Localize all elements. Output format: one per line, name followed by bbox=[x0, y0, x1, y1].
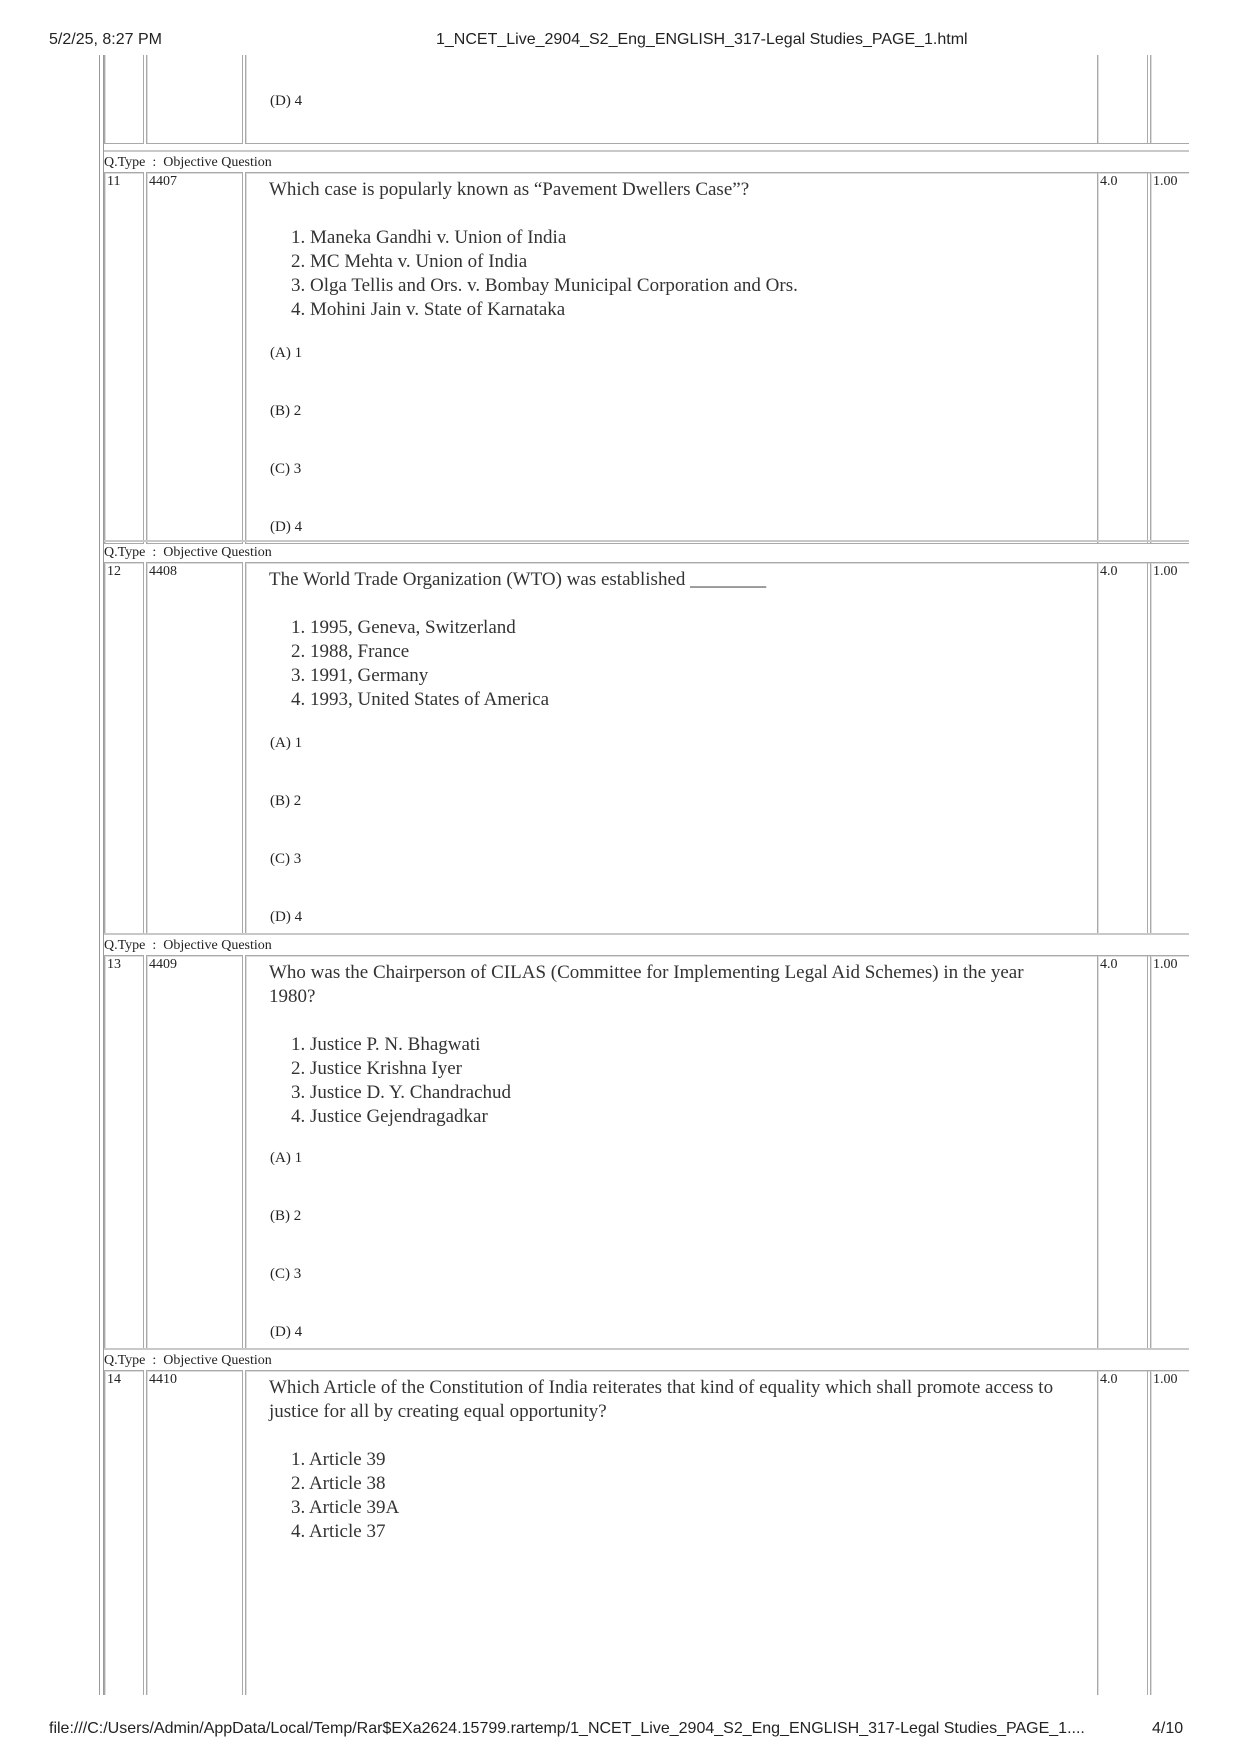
question-id: 4410 bbox=[149, 1372, 177, 1387]
option-item: 1. Justice P. N. Bhagwati bbox=[291, 1034, 481, 1055]
option-item: 3. 1991, Germany bbox=[291, 665, 429, 686]
answer-option: (B) 2 bbox=[270, 793, 302, 809]
sno-cell bbox=[104, 1370, 144, 1695]
answer-option: (D) 4 bbox=[270, 519, 303, 535]
option-item: 3. Justice D. Y. Chandrachud bbox=[291, 1082, 512, 1103]
negative-marks-cell bbox=[1150, 562, 1189, 934]
question-cell bbox=[245, 955, 1189, 1349]
negative-marks-value: 1.00 bbox=[1153, 174, 1178, 189]
negative-marks-value: 1.00 bbox=[1153, 564, 1178, 579]
answer-option: (D) 4 bbox=[270, 93, 303, 109]
option-item: 2. MC Mehta v. Union of India bbox=[291, 251, 528, 272]
option-item: 3. Article 39A bbox=[291, 1497, 400, 1518]
question-block bbox=[99, 1348, 1189, 1695]
question-text: Which case is popularly known as “Pavement Dwellers Case”? bbox=[269, 179, 750, 200]
qid-cell bbox=[146, 1370, 243, 1695]
question-block bbox=[99, 540, 1189, 970]
option-list bbox=[291, 226, 798, 322]
negative-marks-cell bbox=[1150, 955, 1189, 1349]
option-item: 4. Article 37 bbox=[291, 1521, 386, 1542]
option-list bbox=[291, 616, 549, 712]
option-item: 4. Mohini Jain v. State of Karnataka bbox=[291, 299, 566, 320]
qtype-label: Q.Type bbox=[104, 938, 146, 953]
prev-marks-cell bbox=[1097, 55, 1148, 144]
serial-number: 14 bbox=[107, 1372, 121, 1387]
answer-option: (A) 1 bbox=[270, 345, 303, 361]
marks-value: 4.0 bbox=[1100, 957, 1118, 972]
question-id: 4409 bbox=[149, 957, 177, 972]
negative-marks-cell bbox=[1150, 1370, 1189, 1695]
qtype-row bbox=[104, 933, 1189, 955]
print-datetime: 5/2/25, 8:27 PM bbox=[49, 31, 162, 48]
option-item: 3. Olga Tellis and Ors. v. Bombay Municipal Corporation and Ors. bbox=[291, 275, 798, 296]
question-text: The World Trade Organization (WTO) was established ________ bbox=[269, 569, 767, 590]
prev-qid-cell bbox=[146, 55, 243, 144]
prev-sno-cell bbox=[104, 55, 144, 144]
answer-option: (B) 2 bbox=[270, 1208, 302, 1224]
marks-cell bbox=[1097, 1370, 1148, 1695]
qtype-row bbox=[104, 540, 1189, 562]
answer-option: (C) 3 bbox=[270, 851, 302, 867]
serial-number: 11 bbox=[107, 174, 121, 189]
option-item: 2. 1988, France bbox=[291, 641, 410, 662]
serial-number: 13 bbox=[107, 957, 121, 972]
prev-question-cell bbox=[245, 55, 1189, 144]
qtype-row bbox=[104, 1348, 1189, 1370]
question-block bbox=[99, 933, 1189, 1393]
qid-cell bbox=[146, 562, 243, 934]
option-list bbox=[291, 1448, 399, 1544]
question-paper-table bbox=[99, 55, 1189, 1695]
marks-value: 4.0 bbox=[1100, 564, 1118, 579]
print-file-path: file:///C:/Users/Admin/AppData/Local/Temp/Rar$EXa2624.15799.rartemp/1_NCET_Live_2904_S2_Eng_ENGLISH_317-Legal Studies_PAGE_1.... bbox=[49, 1720, 1085, 1737]
qtype-separator: : bbox=[152, 938, 157, 953]
question-text: Which Article of the Constitution of India reiterates that kind of equality which shall promote access to justice for all by creating equal opportunity? bbox=[269, 1377, 1054, 1422]
marks-cell bbox=[1097, 172, 1148, 544]
option-item: 2. Article 38 bbox=[291, 1473, 386, 1494]
qid-cell bbox=[146, 955, 243, 1349]
sno-cell bbox=[104, 172, 144, 544]
marks-cell bbox=[1097, 955, 1148, 1349]
qtype-separator: : bbox=[152, 1353, 157, 1368]
prev-negative-cell bbox=[1150, 55, 1189, 144]
answer-option: (C) 3 bbox=[270, 461, 302, 477]
sno-cell bbox=[104, 955, 144, 1349]
question-block bbox=[99, 150, 1189, 580]
qtype-label: Q.Type bbox=[104, 155, 146, 170]
print-page-number: 4/10 bbox=[1152, 1720, 1184, 1737]
option-item: 4. 1993, United States of America bbox=[291, 689, 550, 710]
qtype-separator: : bbox=[152, 155, 157, 170]
option-item: 2. Justice Krishna Iyer bbox=[291, 1058, 462, 1079]
qtype-value: Objective Question bbox=[163, 155, 272, 170]
marks-value: 4.0 bbox=[1100, 1372, 1118, 1387]
qtype-row bbox=[104, 150, 1189, 172]
option-item: 4. Justice Gejendragadkar bbox=[291, 1106, 488, 1127]
qtype-label: Q.Type bbox=[104, 1353, 146, 1368]
answer-option: (D) 4 bbox=[270, 909, 303, 925]
negative-marks-cell bbox=[1150, 172, 1189, 544]
qtype-value: Objective Question bbox=[163, 938, 272, 953]
negative-marks-value: 1.00 bbox=[1153, 1372, 1178, 1387]
serial-number: 12 bbox=[107, 564, 121, 579]
option-list bbox=[291, 1033, 511, 1129]
answer-option: (A) 1 bbox=[270, 735, 303, 751]
answer-option: (A) 1 bbox=[270, 1150, 303, 1166]
option-item: 1. Article 39 bbox=[291, 1449, 386, 1470]
qtype-label: Q.Type bbox=[104, 545, 146, 560]
answer-option: (D) 4 bbox=[270, 1324, 303, 1340]
qtype-value: Objective Question bbox=[163, 1353, 272, 1368]
qtype-separator: : bbox=[152, 545, 157, 560]
qtype-value: Objective Question bbox=[163, 545, 272, 560]
answer-option: (B) 2 bbox=[270, 403, 302, 419]
question-id: 4408 bbox=[149, 564, 177, 579]
question-text: Who was the Chairperson of CILAS (Committee for Implementing Legal Aid Schemes) in the year 1980? bbox=[269, 962, 1024, 1007]
question-id: 4407 bbox=[149, 174, 177, 189]
negative-marks-value: 1.00 bbox=[1153, 957, 1178, 972]
marks-cell bbox=[1097, 562, 1148, 934]
qid-cell bbox=[146, 172, 243, 544]
option-item: 1. 1995, Geneva, Switzerland bbox=[291, 617, 516, 638]
sno-cell bbox=[104, 562, 144, 934]
option-item: 1. Maneka Gandhi v. Union of India bbox=[291, 227, 567, 248]
answer-option: (C) 3 bbox=[270, 1266, 302, 1282]
print-doc-title: 1_NCET_Live_2904_S2_Eng_ENGLISH_317-Legal Studies_PAGE_1.html bbox=[436, 31, 968, 48]
marks-value: 4.0 bbox=[1100, 174, 1118, 189]
